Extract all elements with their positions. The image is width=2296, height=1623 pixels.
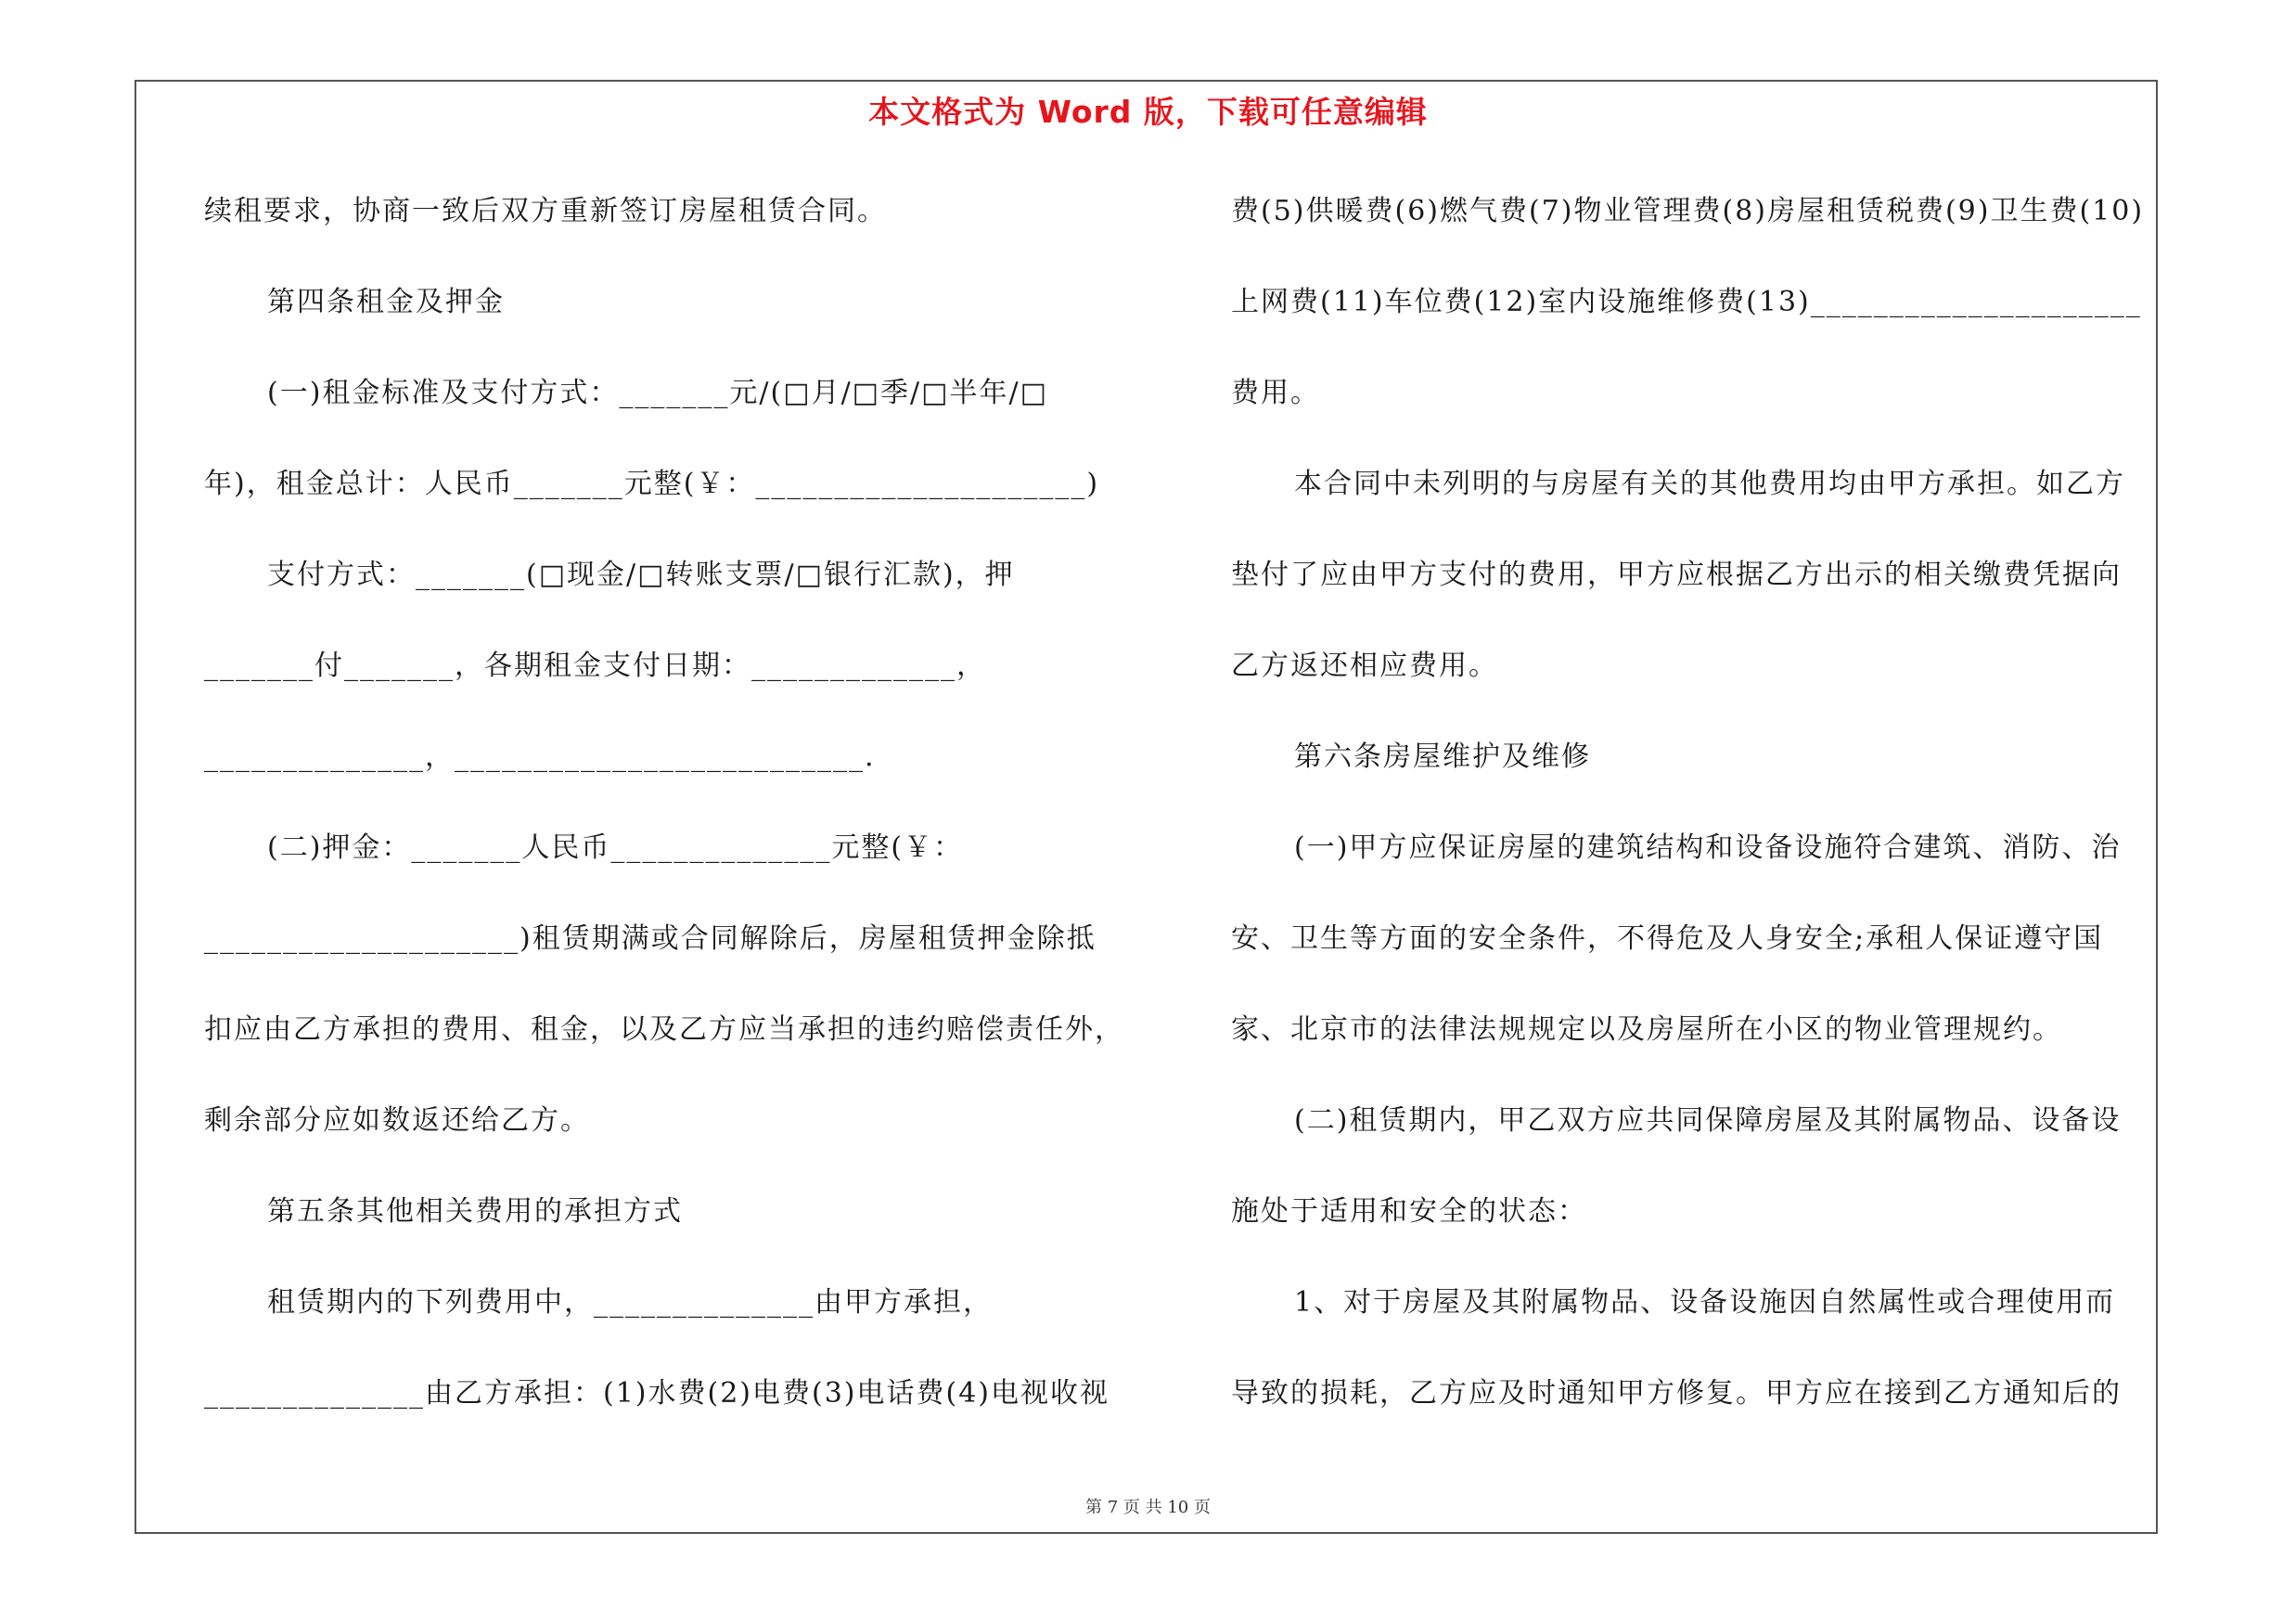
text-line: 年)，租金总计：人民币_______元整(￥：_____________________) <box>204 468 1100 500</box>
text-line: 第五条其他相关费用的承担方式 <box>267 1195 683 1228</box>
text-line: ______________由乙方承担：(1)水费(2)电费(3)电话费(4)电视收视 <box>204 1377 1110 1410</box>
text-line: 导致的损耗，乙方应及时通知甲方修复。甲方应在接到乙方通知后的 <box>1231 1377 2122 1410</box>
text-line: _______付_______，各期租金支付日期：_____________， <box>204 650 986 682</box>
text-line: ______________，__________________________. <box>204 741 876 773</box>
text-line: 扣应由乙方承担的费用、租金，以及乙方应当承担的违约赔偿责任外， <box>204 1013 1124 1046</box>
text-line: 租赁期内的下列费用中，______________由甲方承担， <box>267 1286 993 1319</box>
page-number: 第 7 页 共 10 页 <box>1085 1498 1211 1517</box>
text-line: 费(5)供暖费(6)燃气费(7)物业管理费(8)房屋租赁税费(9)卫生费(10) <box>1231 195 2145 227</box>
text-line: 费用。 <box>1231 377 1320 409</box>
text-line: 续租要求，协商一致后双方重新签订房屋租赁合同。 <box>204 195 887 227</box>
text-line: 施处于适用和安全的状态： <box>1231 1195 1587 1228</box>
document-banner: 本文格式为 Word 版，下载可任意编辑 <box>868 94 1428 130</box>
text-line: 剩余部分应如数返还给乙方。 <box>204 1104 590 1137</box>
text-line: (二)押金：_______人民币______________元整(￥： <box>267 831 964 864</box>
text-line: (一)租金标准及支付方式：_______元/(□月/□季/□半年/□ <box>267 377 1048 409</box>
text-line: (二)租赁期内，甲乙双方应共同保障房屋及其附属物品、设备设 <box>1294 1104 2122 1137</box>
right-column <box>1231 182 2159 1455</box>
text-line: ____________________)租赁期满或合同解除后，房屋租赁押金除抵 <box>204 922 1097 955</box>
text-line: 1、对于房屋及其附属物品、设备设施因自然属性或合理使用而 <box>1294 1286 2116 1319</box>
left-column <box>204 182 1136 1455</box>
text-line: 支付方式：_______(□现金/□转账支票/□银行汇款)，押 <box>267 559 1015 591</box>
text-line: 本合同中未列明的与房屋有关的其他费用均由甲方承担。如乙方 <box>1294 468 2125 500</box>
text-line: 第六条房屋维护及维修 <box>1294 741 1591 773</box>
text-line: 安、卫生等方面的安全条件，不得危及人身安全;承租人保证遵守国 <box>1231 922 2104 955</box>
text-line: (一)甲方应保证房屋的建筑结构和设备设施符合建筑、消防、治 <box>1294 831 2122 864</box>
text-line: 家、北京市的法律法规规定以及房屋所在小区的物业管理规约。 <box>1231 1013 2062 1046</box>
text-line: 乙方返还相应费用。 <box>1231 650 1498 682</box>
text-line: 第四条租金及押金 <box>267 286 505 318</box>
text-line: 垫付了应由甲方支付的费用，甲方应根据乙方出示的相关缴费凭据向 <box>1231 559 2122 591</box>
text-line: 上网费(11)车位费(12)室内设施维修费(13)_____________________ <box>1231 286 2142 318</box>
